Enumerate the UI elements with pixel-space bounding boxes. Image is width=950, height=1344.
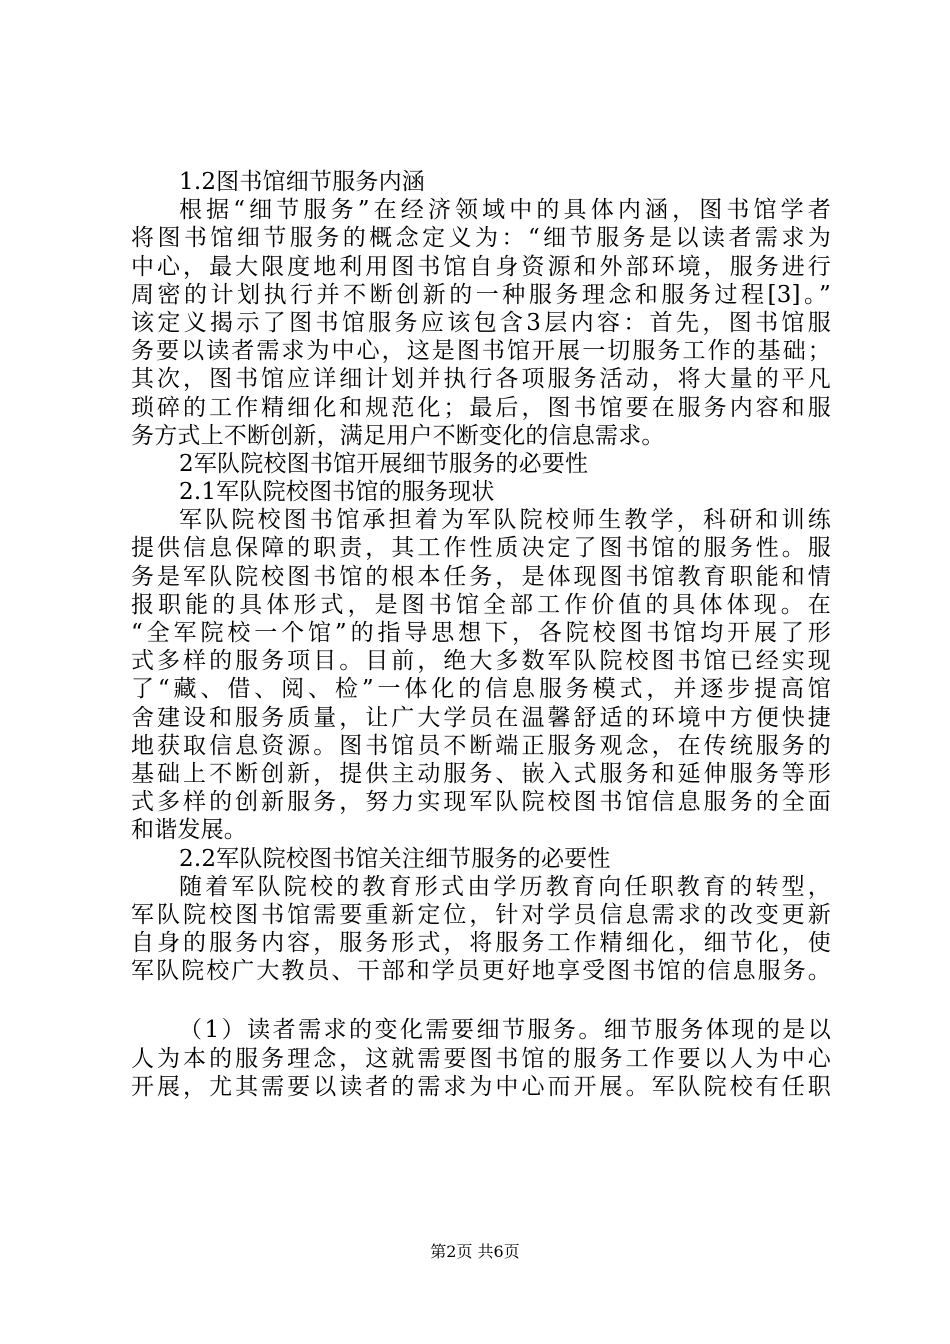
text-line: 2.1军队院校图书馆的服务现状: [179, 479, 495, 506]
text-line: 务要以读者需求为中心，这是图书馆开展一切服务工作的基础；: [131, 338, 831, 365]
text-line: 舍建设和服务质量，让广大学员在温馨舒适的环境中方便快捷: [131, 704, 831, 731]
text-line: 式多样的创新服务，努力实现军队院校图书馆信息服务的全面: [131, 789, 831, 816]
text-line: 开展，尤其需要以读者的需求为中心而开展。军队院校有任职: [131, 1073, 831, 1100]
text-line: 人为本的服务理念，这就需要图书馆的服务工作要以人为中心: [131, 1045, 831, 1072]
text-line: 自身的服务内容，服务形式，将服务工作精细化，细节化，使: [131, 930, 831, 957]
text-line: 将图书馆细节服务的概念定义为：“细节服务是以读者需求为: [131, 225, 831, 252]
text-line: 军队院校图书馆需要重新定位，针对学员信息需求的改变更新: [131, 901, 831, 928]
text-line: 军队院校图书馆承担着为军队院校师生教学，科研和训练: [179, 507, 831, 534]
text-line: 务方式上不断创新，满足用户不断变化的信息需求。: [131, 422, 665, 449]
page-footer: 第2页 共6页: [430, 1242, 520, 1261]
text-line: 根据“细节服务”在经济领域中的具体内涵，图书馆学者: [179, 197, 831, 224]
text-line: 式多样的服务项目。目前，绝大多数军队院校图书馆已经实现: [131, 648, 831, 675]
text-line: 中心，最大限度地利用图书馆自身资源和外部环境，服务进行: [131, 253, 831, 280]
text-line: 其次，图书馆应详细计划并执行各项服务活动，将大量的平凡: [131, 366, 831, 393]
text-block-main: [131, 168, 831, 985]
text-line: （1）读者需求的变化需要细节服务。细节服务体现的是以: [179, 1017, 831, 1044]
text-line: 该定义揭示了图书馆服务应该包含3层内容：首先，图书馆服: [131, 309, 831, 336]
text-line: 2.2军队院校图书馆关注细节服务的必要性: [179, 845, 611, 872]
text-line: 琐碎的工作精细化和规范化；最后，图书馆要在服务内容和服: [131, 394, 831, 421]
text-line: 和谐发展。: [131, 817, 247, 844]
text-line: 军队院校广大教员、干部和学员更好地享受图书馆的信息服务。: [131, 958, 831, 985]
paragraph-gap: [131, 985, 831, 1016]
text-line: 周密的计划执行并不断创新的一种服务理念和服务过程[3]。”: [131, 281, 831, 308]
text-line: 报职能的具体形式，是图书馆全部工作价值的具体体现。在: [131, 591, 831, 618]
text-line: 了“藏、借、阅、检”一体化的信息服务模式，并逐步提高馆: [131, 676, 831, 703]
text-block-continued: [131, 1016, 831, 1101]
text-line: 随着军队院校的教育形式由学历教育向任职教育的转型，: [179, 873, 831, 900]
text-line: 务是军队院校图书馆的根本任务，是体现图书馆教育职能和情: [131, 563, 831, 590]
text-line: 地获取信息资源。图书馆员不断端正服务观念，在传统服务的: [131, 732, 831, 759]
text-line: 1.2图书馆细节服务内涵: [179, 169, 425, 195]
text-line: 提供信息保障的职责，其工作性质决定了图书馆的服务性。服: [131, 535, 831, 562]
text-line: 基础上不断创新，提供主动服务、嵌入式服务和延伸服务等形: [131, 760, 831, 787]
text-line: 2军队院校图书馆开展细节服务的必要性: [179, 450, 589, 477]
document-body: [131, 168, 831, 1101]
text-line: “全军院校一个馆”的指导思想下，各院校图书馆均开展了形: [131, 620, 831, 646]
